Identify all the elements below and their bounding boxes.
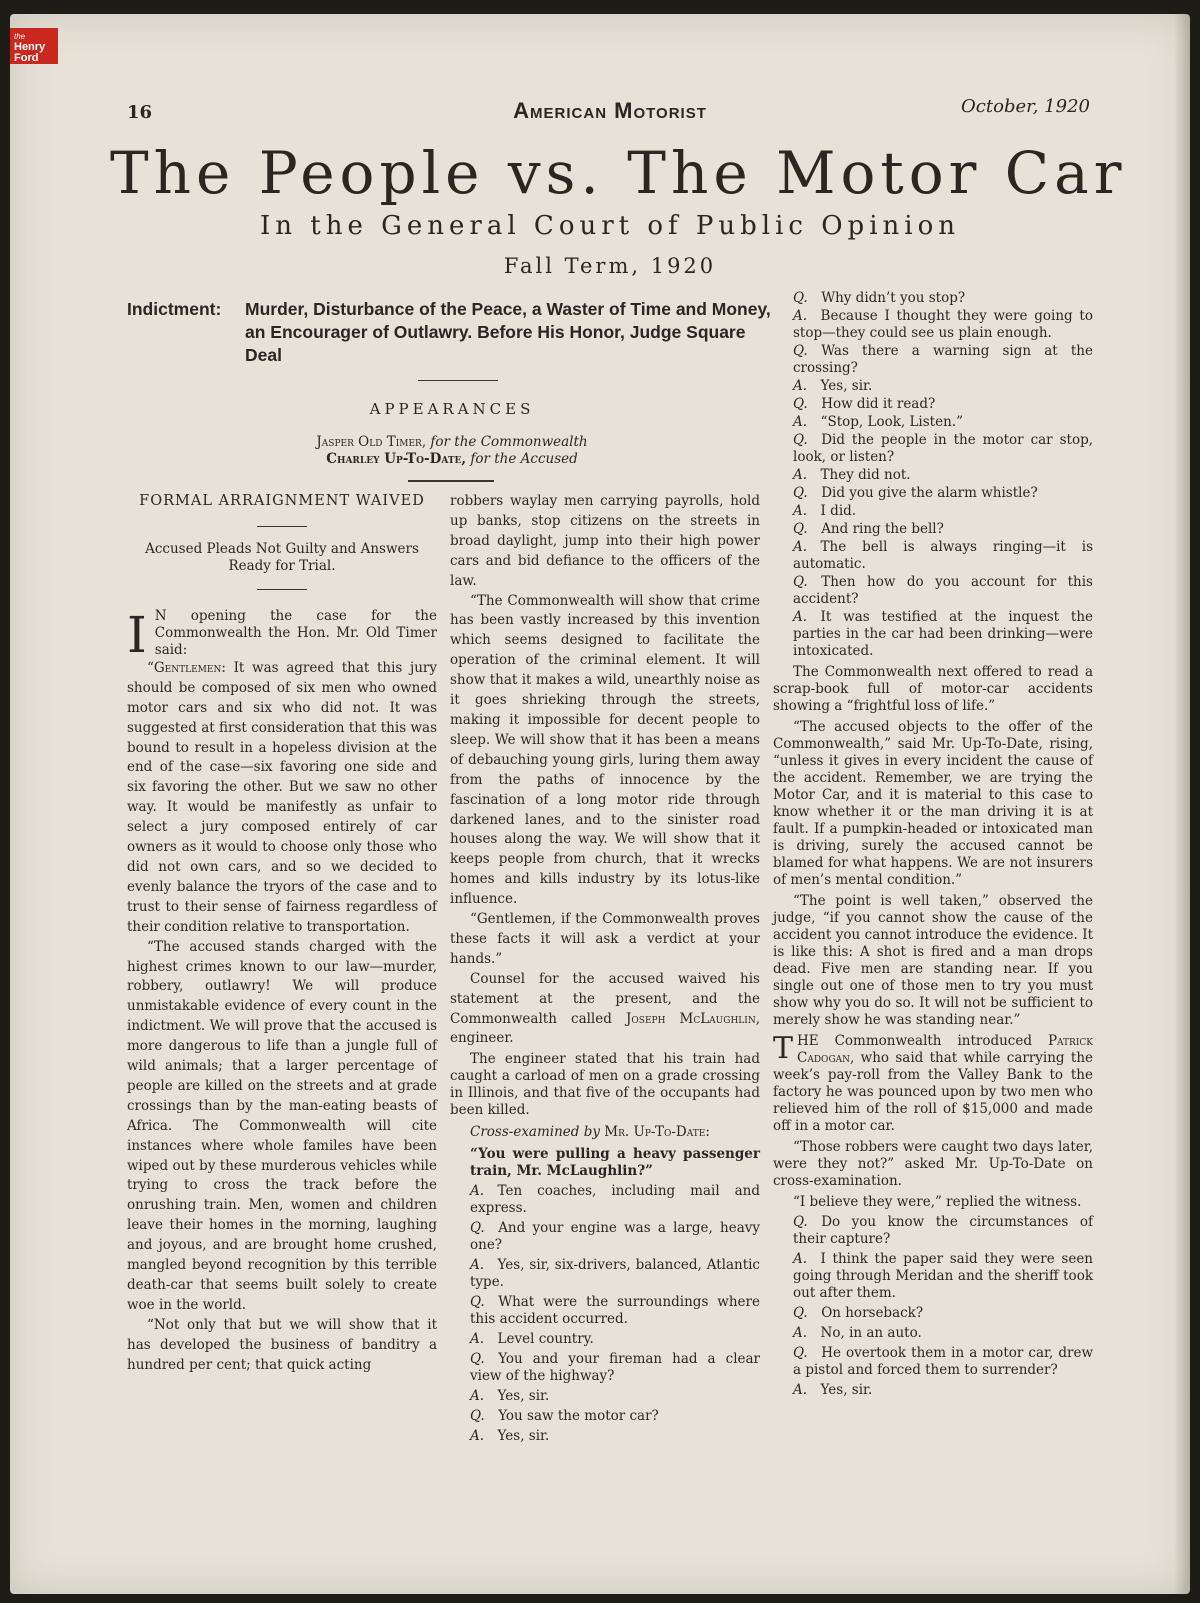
logo-text-the: the	[14, 32, 26, 41]
qa-speaker: A.	[470, 1257, 485, 1274]
magazine-masthead: American Motorist	[513, 98, 707, 123]
column-3	[773, 289, 1093, 1399]
paragraph-text: who said that while carrying the week’s pay-roll from the Valley Bank to the factory he was pounced upon by two men who relieved him of the roll of $15,000 and made off in a motor car.	[773, 1050, 1093, 1134]
qa-speaker: Q.	[793, 290, 808, 306]
drop-cap: I	[127, 605, 147, 664]
qa-line	[773, 308, 1093, 342]
court-term: Fall Term, 1920	[503, 254, 717, 278]
counsel-name: Charley Up-To-Date,	[326, 451, 467, 467]
counsel-name: Jasper Old Timer,	[316, 434, 427, 450]
qa-line	[773, 503, 1093, 520]
qa-speaker: A.	[793, 467, 808, 483]
qa-speaker: A.	[470, 1331, 485, 1348]
qa-speaker: Q.	[793, 343, 808, 359]
paragraph: “Those robbers were caught two days later, were they not?” asked Mr. Up-To-Date on cross-examination.	[773, 1139, 1093, 1189]
qa-text: On horseback?	[821, 1305, 924, 1321]
qa-text: “Stop, Look, Listen.”	[820, 414, 963, 430]
qa-text: The bell is always ringing—it is automatic.	[793, 539, 1093, 572]
henry-ford-logo	[10, 28, 58, 64]
qa-speaker: Q.	[793, 574, 808, 590]
qa-line	[450, 1428, 760, 1445]
qa-text: You saw the motor car?	[498, 1408, 659, 1425]
witness-name: Patrick Cadogan,	[797, 1033, 1093, 1066]
paragraph: “The accused stands charged with the highest crimes known to our law—murder, robbery, outlawry! We will produce unmistakable evidence of every count in the indictment. We will prove that the accused is more dangerous to life than a jungle full of wild animals; that a larger percentage of people are killed on the streets and at grade crossings than by the man-eating beasts of Africa. The Commonwealth will cite instances where whole familes have been wiped out by these murderous vehicles while trying to cross the track before the onrushing train. Men, women and children leave their homes in the morning, laughing and joyous, and are brought home crushed, mangled beyond recognition by this terrible death-car that seems built solely to create woe in the world.	[127, 938, 437, 1313]
qa-line	[450, 1257, 760, 1291]
qa-line	[450, 1146, 760, 1180]
qa-speaker: A.	[793, 378, 808, 394]
counsel-name: Mr. Up-To-Date	[604, 1124, 706, 1141]
qa-text: Yes, sir.	[820, 1382, 873, 1398]
qa-list	[773, 290, 1093, 660]
qa-line	[773, 574, 1093, 608]
qa-text: Did the people in the motor car stop, look, or listen?	[793, 432, 1093, 465]
section-heading: FORMAL ARRAIGNMENT WAIVED	[139, 493, 425, 509]
qa-speaker: Q.	[470, 1408, 485, 1425]
qa-text: I think the paper said they were seen going through Meridan and the sheriff took out after them.	[793, 1251, 1093, 1301]
qa-speaker: A.	[793, 539, 808, 555]
cross-text: Cross-examined by	[470, 1124, 605, 1141]
qa-speaker: A.	[470, 1183, 485, 1200]
article-title: The People vs. The Motor Car	[110, 139, 1127, 207]
issue-date: October, 1920	[961, 96, 1090, 117]
page-binding-shadow	[1174, 14, 1190, 1594]
qa-text: No, in an auto.	[820, 1325, 922, 1341]
qa-text: You and your fireman had a clear view of the highway?	[470, 1351, 760, 1385]
witness-name: Joseph McLaughlin,	[625, 1010, 761, 1027]
paragraph: “I believe they were,” replied the witness.	[793, 1194, 1082, 1210]
counsel-accused	[127, 451, 777, 468]
qa-text: “You were pulling a heavy passenger train, Mr. McLaughlin?”	[470, 1146, 760, 1180]
qa-line	[773, 485, 1093, 502]
qa-line	[773, 290, 1093, 307]
appearances-counsel	[127, 434, 777, 468]
qa-speaker: A.	[793, 609, 808, 625]
page-number: 16	[127, 102, 153, 123]
qa-line	[450, 1331, 760, 1348]
qa-speaker: A.	[793, 414, 808, 430]
qa-text: I did.	[820, 503, 857, 519]
qa-text: Why didn’t you stop?	[821, 290, 966, 306]
section-subhead: Accused Pleads Not Guilty and Answers Ready for Trial.	[145, 540, 419, 574]
logo-text-ford: Ford	[14, 52, 39, 64]
qa-line	[450, 1183, 760, 1217]
qa-text: How did it read?	[821, 396, 936, 412]
qa-speaker: Q.	[793, 1214, 808, 1230]
indictment-block	[127, 298, 777, 367]
magazine-page	[10, 14, 1190, 1594]
qa-speaker: A.	[470, 1428, 485, 1445]
paragraph-text: engineer.	[450, 1030, 514, 1047]
qa-line	[450, 1351, 760, 1385]
qa-line	[450, 1408, 760, 1425]
qa-line	[773, 1251, 1093, 1302]
paragraph-lead: “Gentlemen:	[147, 659, 226, 676]
indictment-label: Indictment:	[127, 299, 222, 319]
divider	[418, 380, 498, 381]
paragraph: “The accused objects to the offer of the Commonwealth,” said Mr. Up-To-Date, rising, “unless it gives in every incident the cause of the accident. Remember, we are trying the Motor Car, and it is material to this case to know whether it or the man driving it is at fault. If a pumpkin-headed or intoxicated man is driving, surely the accused cannot be blamed for what happens. We are not insurers of men’s mental condition.”	[773, 719, 1093, 888]
qa-speaker: A.	[793, 1251, 808, 1267]
qa-text: Level country.	[497, 1331, 594, 1348]
divider	[408, 480, 494, 482]
qa-line	[773, 432, 1093, 466]
qa-text: They did not.	[820, 467, 911, 483]
paragraph: “The point is well taken,” observed the judge, “if you cannot show the cause of the accident you cannot introduce the evidence. It is like this: A shot is fired and a man drops dead. Five men are standing near. If you single out one of those men to try you must show why you do so. It will not be sufficient to merely show he was standing near.”	[773, 893, 1093, 1028]
column-2	[450, 492, 760, 1445]
counsel-role: for the Accused	[470, 451, 578, 467]
qa-text: Did you give the alarm whistle?	[821, 485, 1038, 501]
logo-text-henry: Henry	[14, 41, 46, 53]
qa-speaker: A.	[793, 1382, 808, 1398]
column-1	[127, 492, 437, 1376]
paragraph: robbers waylay men carrying payrolls, hold up banks, stop citizens on the streets in broad daylight, jump into their high power cars and bid defiance to the officers of the law.	[450, 493, 760, 589]
paragraph	[450, 970, 760, 1050]
paragraph	[127, 605, 437, 664]
qa-text: Ten coaches, including mail and express.	[470, 1183, 760, 1217]
qa-line	[773, 609, 1093, 660]
qa-line	[450, 1294, 760, 1328]
qa-line	[773, 467, 1093, 484]
qa-list	[773, 1214, 1093, 1399]
qa-text: And your engine was a large, heavy one?	[470, 1220, 760, 1254]
qa-line	[773, 539, 1093, 573]
paragraph: The engineer stated that his train had caught a carload of men on a grade crossing in Illinois, and that five of the occupants had been killed.	[450, 1051, 760, 1119]
article-subtitle: In the General Court of Public Opinion	[260, 211, 960, 241]
qa-text: What were the surroundings where this accident occurred.	[470, 1294, 760, 1328]
qa-text: It was testified at the inquest the parties in the car had been drinking—were intoxicated.	[793, 609, 1093, 659]
qa-speaker: Q.	[793, 521, 808, 537]
paragraph: “The Commonwealth will show that crime has been vastly increased by this invention which seems designed to facilitate the operation of the criminal element. It will show that it makes a wild, unearthly noise as it goes shrieking through the streets, making it impossible for decent people to sleep. We will show that it has been a means of debauching young girls, luring them away from the paths of innocence by the fascination of a long motor ride through darkened lanes, and to the sinister road houses along the way. We will show that it keeps people from church, that it wrecks homes and kills industry by its lotus-like influence.	[450, 592, 760, 908]
qa-speaker: Q.	[793, 1305, 808, 1321]
qa-line	[773, 414, 1093, 431]
qa-text: Yes, sir, six-drivers, balanced, Atlantic type.	[470, 1257, 760, 1291]
qa-list	[450, 1146, 760, 1445]
running-header	[10, 90, 1190, 130]
qa-text: Because I thought they were going to stop—they could see us plain enough.	[793, 308, 1093, 341]
paragraph: “Gentlemen, if the Commonwealth proves these facts it will ask a verdict at your hands.”	[450, 911, 760, 967]
counsel-role: for the Commonwealth	[430, 434, 588, 450]
paragraph: The Commonwealth next offered to read a scrap-book full of motor-car accidents showing a “frightful loss of life.”	[773, 664, 1093, 714]
paragraph-text: HE Commonwealth introduced	[797, 1033, 1048, 1049]
cross-text: :	[705, 1124, 710, 1141]
qa-text: And ring the bell?	[821, 521, 944, 537]
drop-cap: T	[773, 1031, 794, 1066]
qa-speaker: Q.	[793, 396, 808, 412]
qa-line	[773, 521, 1093, 538]
qa-text: Yes, sir.	[820, 378, 873, 394]
qa-line	[450, 1220, 760, 1254]
qa-speaker: A.	[793, 308, 808, 324]
qa-line	[773, 378, 1093, 395]
qa-text: Then how do you account for this accident?	[793, 574, 1093, 607]
appearances-heading: APPEARANCES	[369, 400, 535, 418]
qa-speaker: A.	[793, 503, 808, 519]
paragraph	[127, 659, 437, 938]
qa-speaker: Q.	[470, 1294, 485, 1311]
qa-speaker: Q.	[470, 1351, 485, 1368]
indictment-text: Murder, Disturbance of the Peace, a Waster of Time and Money, an Encourager of Outlawry. Before His Honor, Judge Square Deal	[245, 299, 771, 365]
qa-line	[773, 1305, 1093, 1322]
qa-text: He overtook them in a motor car, drew a pistol and forced them to surrender?	[793, 1345, 1093, 1378]
qa-line	[773, 396, 1093, 413]
qa-line	[773, 1325, 1093, 1342]
qa-text: Was there a warning sign at the crossing?	[793, 343, 1093, 376]
qa-text: Do you know the circumstances of their capture?	[793, 1214, 1093, 1247]
paragraph	[773, 1033, 1093, 1135]
qa-text: Yes, sir.	[497, 1428, 550, 1445]
paragraph-text: N opening the case for the Commonwealth the Hon. Mr. Old Timer said:	[154, 607, 437, 658]
qa-speaker: Q.	[470, 1220, 485, 1237]
qa-speaker: Q.	[793, 485, 808, 501]
qa-line	[773, 1382, 1093, 1399]
qa-speaker: A.	[793, 1325, 808, 1341]
paragraph-text: Counsel for the accused waived his statement at the present, and the Commonwealth called	[450, 970, 760, 1027]
divider	[257, 589, 307, 590]
qa-line	[450, 1388, 760, 1405]
cross-examination-line	[450, 1123, 760, 1143]
counsel-commonwealth	[127, 434, 777, 451]
paragraph: “Not only that but we will show that it has developed the business of banditry a hundred per cent; that quick acting	[127, 1316, 437, 1373]
qa-line	[773, 1345, 1093, 1379]
qa-text: Yes, sir.	[497, 1388, 550, 1405]
qa-line	[773, 1214, 1093, 1248]
paragraph-text: It was agreed that this jury should be composed of six men who owned motor cars and six who did not. It was suggested at first consideration that this was bound to result in a hopeless division at the end of the case—six favoring one side and six favoring the other. But we saw no other way. It would be manifestly as unfair to select a jury composed entirely of car owners as it would to choose only those who did not own cars, and so we decided to evenly balance the tryors of the case and to trust to their sense of fairness regardless of their condition relative to transportation.	[127, 659, 437, 935]
qa-speaker: A.	[470, 1388, 485, 1405]
qa-line	[773, 343, 1093, 377]
divider	[257, 526, 307, 527]
qa-speaker: Q.	[793, 432, 808, 448]
qa-speaker: Q.	[793, 1345, 808, 1361]
